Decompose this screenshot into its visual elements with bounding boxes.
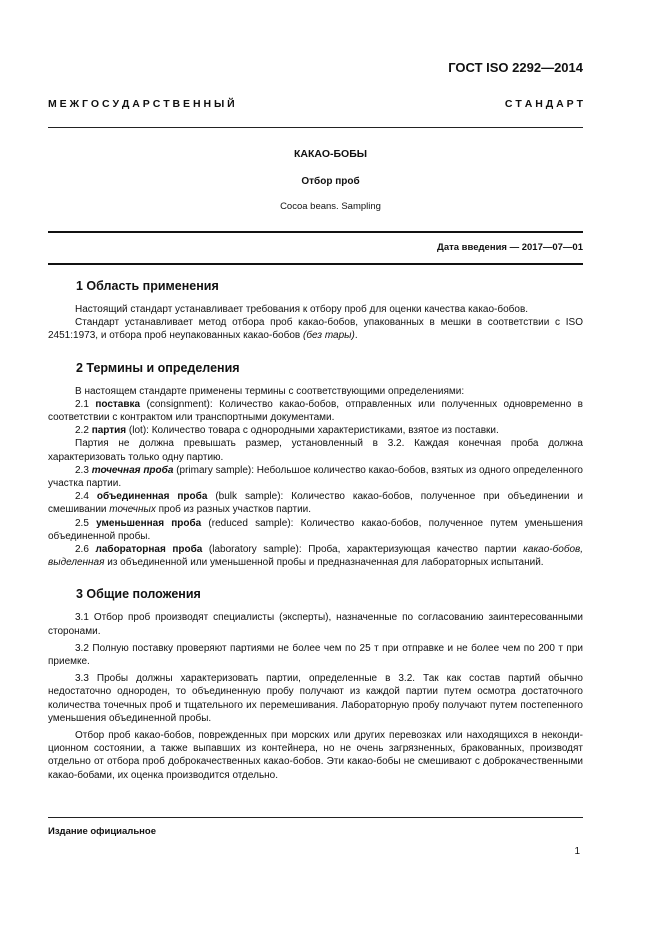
official-edition-label: Издание официальное [48,826,156,837]
term-definition: (bulk sample): Количество какао-бобов, полученное при объединении и смешивании [48,491,584,516]
term-2-6 [48,543,583,569]
term-name: объединенная проба [96,491,208,503]
italic-run: точечных [109,504,156,516]
term-number: 2.4 [75,491,97,503]
section-1-paragraph-1: Настоящий стандарт устанавливает требования к отбору проб для оценки качества какао-бобов. [75,304,529,315]
document-subtitle: Отбор проб [301,176,360,187]
clause-3-2: 3.2 Полную поставку проверяют партиями не более чем по 25 т при отправке и не более чем по 200 т при приемке. [48,642,583,668]
footer-divider [48,817,583,818]
title-divider-top [48,231,583,233]
term-number: 2.5 [75,517,97,529]
term-definition: (lot): Количество товара с однородными характеристиками, взятое из поставки. [126,425,499,437]
term-number: 2.2 [75,425,92,437]
term-name: точечная проба [91,464,174,476]
term-2-1 [48,398,583,424]
term-number: 2.6 [75,544,96,556]
term-definition: (primary sample): Небольшое количество какао-бобов, взятых из одного определенного участка партии. [48,464,583,490]
term-2-2 [48,424,583,437]
section-3-heading: 3 Общие положения [76,587,201,602]
standard-code: ГОСТ ISO 2292—2014 [448,60,583,75]
term-number: 2.3 [75,464,92,476]
term-definition: проб из разных участков партии. [155,504,312,516]
document-title-english: Cocoa beans. Sampling [280,201,381,212]
page-number: 1 [574,846,580,857]
term-name: партия [91,425,127,437]
introduction-date: Дата введения — 2017—07—01 [437,242,583,253]
section-1-paragraph-2 [48,316,583,342]
italic-run: (без тары) [303,330,355,342]
term-number: 2.1 [75,398,96,410]
term-name: лабораторная проба [95,544,203,556]
term-2-4 [48,490,583,516]
text-run: . [354,330,358,342]
banner-left: М Е Ж Г О С У Д А Р С Т В Е Н Н Ы Й [48,98,235,110]
text-run: Стандарт устанавливает метод отбора проб какао-бобов, упакованных в мешки в соответствии с ISO 2451:1973, и отбора проб неупакованных какао-бобов [48,317,583,342]
header-divider [48,127,583,128]
term-2-3 [48,464,583,490]
clause-3-3: 3.3 Пробы должны характеризовать партии, определенные в 3.2. Так как состав партий обычно недостаточно однороден, то объединенную пробу получают из каждой партии путем осмотра достаточного количества точечных проб и тщательного их перемешивания. Лабораторную пробу получают путем постепенного уменьшения объединенной пробы. [48,673,583,724]
section-2-heading: 2 Термины и определения [76,360,240,375]
term-definition: (laboratory sample): Проба, характеризующая качество партии [202,544,524,556]
clause-3-1: 3.1 Отбор проб производят специалисты (эксперты), назначенные по согласованию заинтересованными сторонами. [48,612,583,637]
section-2-intro: В настоящем стандарте применены термины с соответствующими определениями: [75,385,465,397]
term-name: поставка [95,398,141,410]
banner-right: С Т А Н Д А Р Т [504,98,583,110]
term-definition: (reduced sample): Количество какао-бобов, полученное путем уменьшения объединенной пробы. [48,517,583,542]
term-definition: (consignment): Количество какао-бобов, отправленных или полученных одновременно в соответствии с контрактом или транспортными документами. [48,398,583,424]
term-2-5 [48,517,583,543]
term-definition: из объединенной или уменьшенной пробы и предназначенная для лабораторных испытаний. [104,557,544,569]
document-body [48,278,583,782]
italic-run: какао-бобов, выделенная [48,544,584,569]
term-name: уменьшенная проба [96,517,202,529]
term-2-2-note: Партия не должна превышать размер, установленный в 3.2. Каждая конечная проба должна характеризовать только одну партию. [48,438,583,463]
document-title: КАКАО-БОБЫ [293,148,368,160]
standard-banner [48,98,583,110]
clause-3-3-paragraph-2: Отбор проб какао-бобов, поврежденных при морских или других перевозках или находящихся в некондиционном состоянии, а также выпавших из контейнера, но не очень загрязненных, бракованных, производят отдельно от отбора проб доброкачественных какао-бобов. Эти какао-бобы не смешивают с доброкачественными какао-бобами, их оценка производится отдельно. [48,730,583,781]
title-divider-bottom [48,263,583,265]
section-1-heading: 1 Область применения [76,279,219,293]
